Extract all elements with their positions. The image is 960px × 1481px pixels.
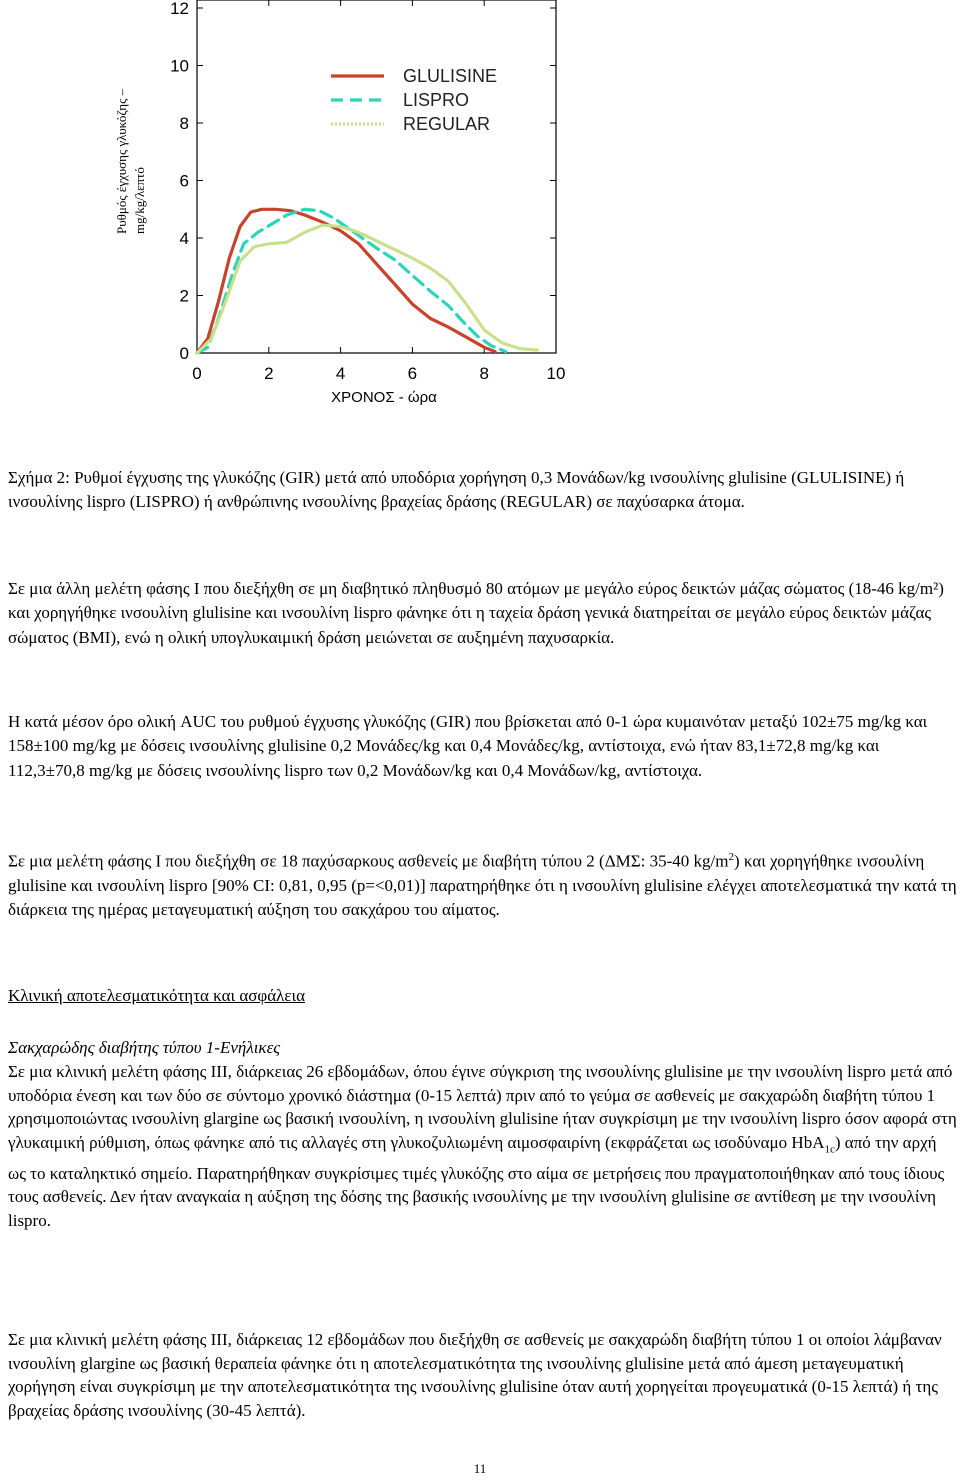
paragraph-bmi-study: Σε μια άλλη μελέτη φάσης Ι που διεξήχθη σε μη διαβητικό πληθυσμό 80 ατόμων με μεγάλο εύρος δεικτών μάζας σώματος (18-46 kg/m²) και χορηγήθηκε ινσουλίνη glulisine και ινσουλίνη lispro φάνηκε ότι η ταχεία δράση γενικά διατηρείται σε μεγάλο εύρος δεικτών μάζας σώματος (BMI), ενώ η ολική υπογλυκαιμική δράση μειώνεται σε αυξημένη παχυσαρκία. — [8, 579, 944, 647]
y-tick-label: 10 — [170, 56, 189, 76]
axis-ticks — [197, 0, 556, 353]
y-tick-label: 6 — [179, 171, 189, 191]
para3-text-b: ) και χορηγήθηκε ινσουλίνη glulisine και ινσουλίνη lispro [90% CI: 0,81, 0,95 (p=<0,01)] παρατηρήθηκε ότι η ινσουλίνη glulisine ελέγχει αποτελεσματικά την κατά τη διάρκεια της ημέρας μεταγευματική αύξηση του σακχάρου του αίματος. — [8, 851, 957, 920]
y-axis-label-line-1: Ρυθμός έγχυσης γλυκόζης – — [114, 89, 129, 234]
y-axis-label-line-2: mg/kg/λεπτό — [132, 167, 147, 234]
x-tick-label: 6 — [407, 364, 418, 383]
figure-caption: Σχήμα 2: Ρυθμοί έγχυσης της γλυκόζης (GIR) μετά από υποδόρια χορήγηση 0,3 Μονάδων/kg ινσουλίνης glulisine (GLULISINE) ή ινσουλίνης lispro (LISPRO) ή ανθρώπινης ινσουλίνης βραχείας δράσης (REGULAR) σε παχύσαρκα άτομα. — [8, 468, 905, 512]
paragraph-phase3-26wk — [8, 1060, 958, 1233]
x-tick-label: 10 — [546, 364, 566, 383]
x-tick-label: 0 — [192, 364, 202, 383]
paragraph-type2-study — [8, 845, 958, 923]
axis-tick-labels — [170, 0, 565, 383]
legend-label-glulisine: GLULISINE — [403, 66, 498, 86]
y-tick-label: 12 — [170, 0, 189, 18]
x-tick-label: 8 — [479, 364, 489, 383]
x-tick-label: 4 — [335, 364, 346, 383]
y-tick-label: 2 — [179, 286, 189, 306]
page-number: 11 — [473, 1461, 487, 1476]
para4-text-b: ) από την αρχή ως το καταληκτικό σημείο. Παρατηρήθηκαν συγκρίσιμες τιμές γλυκόζης στο αίμα σε μετρήσεις που πραγματοποιήθηκαν από τους ίδιους τους ασθενείς. Δεν ήταν αναγκαία η αύξηση της δόσης της βασικής ινσουλίνης με την ινσουλίνη glulisine σε αντίθεση με την ινσουλίνη lispro. — [8, 1132, 945, 1230]
series-line-regular — [197, 225, 538, 353]
y-tick-label: 0 — [179, 344, 189, 363]
x-axis-label: ΧΡΟΝΟΣ - ώρα — [331, 389, 437, 406]
legend-label-lispro: LISPRO — [403, 90, 470, 110]
section-subheading: Σακχαρώδης διαβήτης τύπου 1-Ενήλικες — [8, 1038, 281, 1057]
para3-text-a: Σε μια μελέτη φάσης Ι που διεξήχθη σε 18 παχύσαρκους ασθενείς με διαβήτη τύπου 2 (ΔΜΣ: 35-40 kg/m — [8, 851, 729, 871]
series-lines — [197, 209, 538, 353]
plot-frame — [197, 0, 556, 353]
para3-superscript: 2 — [728, 851, 734, 863]
paragraph-auc: Η κατά μέσον όρο ολική AUC του ρυθμού έγχυσης γλυκόζης (GIR) που βρίσκεται από 0-1 ώρα κυμαινόταν μεταξύ 102±75 mg/kg και 158±100 mg/kg με δόσεις ινσουλίνης glulisine 0,2 Μονάδες/kg και 0,4 Μονάδες/kg, αντίστοιχα, ενώ ήταν 83,1±72,8 mg/kg και 112,3±70,8 mg/kg με δόσεις ινσουλίνης lispro των 0,2 Μονάδων/kg και 0,4 Μονάδων/kg, αντίστοιχα. — [8, 712, 928, 780]
gir-chart — [0, 0, 960, 420]
y-tick-label: 8 — [179, 114, 189, 133]
legend-label-regular: REGULAR — [403, 114, 491, 134]
para4-subscript: 1c — [824, 1143, 835, 1156]
y-tick-label: 4 — [179, 229, 189, 248]
para4-text-a: Σε μια κλινική μελέτη φάσης ΙΙΙ, διάρκειας 26 εβδομάδων, όπου έγινε σύγκριση της ινσουλίνης glulisine με την ινσουλίνη lispro μετά από υποδόρια ένεση και των δύο σε σύντομο χρονικό διάστημα (0-15 λεπτά) πριν από το γεύμα σε ασθενείς με σακχαρώδη διαβήτη τύπου 1 χρησιμοποιώντας ινσουλίνη glargine ως βασική ινσουλίνη, η ινσουλίνη glulisine ήταν συγκρίσιμη με την ινσουλίνη lispro όσον αφορά στη γλυκαιμική ρύθμιση, όπως φάνηκε από τις αλλαγές στη γλυκοζυλιωμένη αιμοσφαιρίνη (εκφράζεται ως ισοδύναμο HbA — [8, 1062, 957, 1152]
legend — [331, 66, 497, 134]
x-tick-label: 2 — [264, 364, 274, 383]
paragraph-phase3-12wk: Σε μια κλινική μελέτη φάσης ΙΙΙ, διάρκειας 12 εβδομάδων που διεξήχθη σε ασθενείς με σακχαρώδη διαβήτη τύπου 1 οι οποίοι λάμβαναν ινσουλίνη glargine ως βασική θεραπεία φάνηκε ότι η αποτελεσματικότητα της ινσουλίνης glulisine μετά από άμεση μεταγευματική χορήγηση είναι συγκρίσιμη με την αποτελεσματικότητα της ινσουλίνης glulisine όταν αυτή χορηγείται προγευματικά (0-15 λεπτά) ή της βραχείας δράσης ινσουλίνης (30-45 λεπτά). — [8, 1330, 942, 1420]
section-heading: Κλινική αποτελεσματικότητα και ασφάλεια — [8, 986, 305, 1005]
